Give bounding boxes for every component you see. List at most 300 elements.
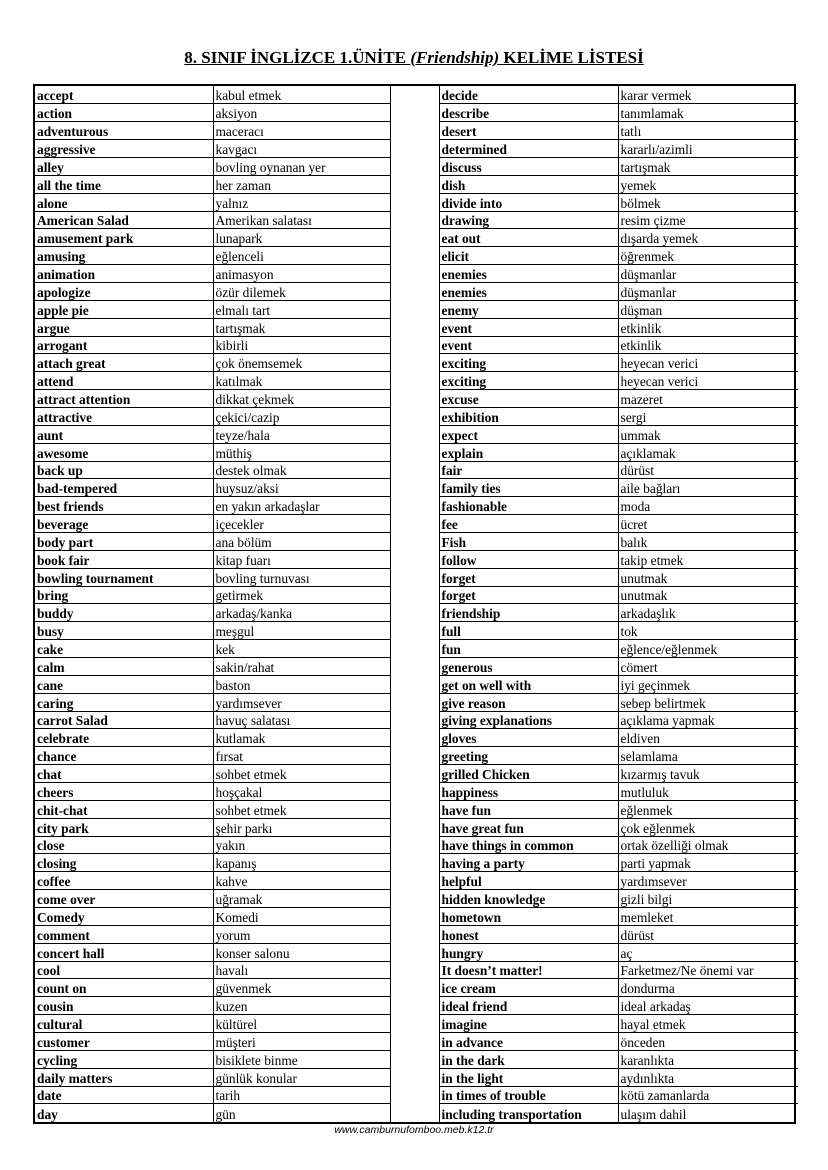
turkish-meaning: Amerikan salatası (213, 211, 390, 229)
turkish-meaning: açıklamak (618, 443, 798, 461)
english-word: alley (35, 157, 213, 175)
english-word: divide into (439, 193, 618, 211)
turkish-meaning: yakın (213, 836, 390, 854)
turkish-meaning: tartışmak (618, 157, 798, 175)
column-gap (390, 247, 439, 265)
english-word: attract attention (35, 390, 213, 408)
turkish-meaning: sergi (618, 407, 798, 425)
table-row (35, 157, 798, 175)
column-gap (390, 175, 439, 193)
english-word: amusement park (35, 229, 213, 247)
column-gap (390, 693, 439, 711)
english-word: enemy (439, 300, 618, 318)
english-word: arrogant (35, 336, 213, 354)
turkish-meaning: aç (618, 943, 798, 961)
english-word: calm (35, 658, 213, 676)
english-word: cousin (35, 997, 213, 1015)
turkish-meaning: sohbet etmek (213, 765, 390, 783)
table-row (35, 783, 798, 801)
table-row (35, 443, 798, 461)
english-word: day (35, 1104, 213, 1122)
english-word: aggressive (35, 140, 213, 158)
english-word: exciting (439, 354, 618, 372)
table-row (35, 282, 798, 300)
table-row (35, 586, 798, 604)
english-word: explain (439, 443, 618, 461)
table-row (35, 890, 798, 908)
turkish-meaning: dikkat çekmek (213, 390, 390, 408)
english-word: helpful (439, 872, 618, 890)
table-row (35, 836, 798, 854)
table-row (35, 104, 798, 122)
turkish-meaning: kahve (213, 872, 390, 890)
english-word: family ties (439, 479, 618, 497)
turkish-meaning: etkinlik (618, 318, 798, 336)
english-word: hungry (439, 943, 618, 961)
english-word: chat (35, 765, 213, 783)
turkish-meaning: kültürel (213, 1015, 390, 1033)
table-row (35, 622, 798, 640)
turkish-meaning: çok eğlenmek (618, 818, 798, 836)
turkish-meaning: öğrenmek (618, 247, 798, 265)
turkish-meaning: aydınlıkta (618, 1068, 798, 1086)
english-word: count on (35, 979, 213, 997)
english-word: greeting (439, 747, 618, 765)
turkish-meaning: düşmanlar (618, 265, 798, 283)
english-word: grilled Chicken (439, 765, 618, 783)
column-gap (390, 658, 439, 676)
turkish-meaning: eğlenceli (213, 247, 390, 265)
turkish-meaning: balık (618, 532, 798, 550)
column-gap (390, 604, 439, 622)
english-word: gloves (439, 729, 618, 747)
column-gap (390, 568, 439, 586)
english-word: body part (35, 532, 213, 550)
title-end: KELİME LİSTESİ (503, 48, 644, 67)
english-word: have great fun (439, 818, 618, 836)
column-gap (390, 497, 439, 515)
table-row (35, 86, 798, 104)
table-row (35, 765, 798, 783)
turkish-meaning: Farketmez/Ne önemi var (618, 961, 798, 979)
turkish-meaning: destek olmak (213, 461, 390, 479)
turkish-meaning: bisiklete binme (213, 1050, 390, 1068)
english-word: Comedy (35, 908, 213, 926)
english-word: apologize (35, 282, 213, 300)
turkish-meaning: kavgacı (213, 140, 390, 158)
table-row (35, 908, 798, 926)
english-word: close (35, 836, 213, 854)
english-word: fair (439, 461, 618, 479)
column-gap (390, 550, 439, 568)
english-word: generous (439, 658, 618, 676)
table-row (35, 336, 798, 354)
table-row (35, 532, 798, 550)
english-word: drawing (439, 211, 618, 229)
column-gap (390, 443, 439, 461)
turkish-meaning: dürüst (618, 925, 798, 943)
turkish-meaning: huysuz/aksi (213, 479, 390, 497)
turkish-meaning: önceden (618, 1033, 798, 1051)
turkish-meaning: günlük konular (213, 1068, 390, 1086)
english-word: eat out (439, 229, 618, 247)
turkish-meaning: memleket (618, 908, 798, 926)
title-main: 8. SINIF İNGLİZCE 1.ÜNİTE (184, 48, 407, 67)
turkish-meaning: animasyon (213, 265, 390, 283)
turkish-meaning: unutmak (618, 586, 798, 604)
english-word: hidden knowledge (439, 890, 618, 908)
footer-url: www.camburnufomboo.meb.k12.tr (334, 1124, 494, 1136)
turkish-meaning: bovling oynanan yer (213, 157, 390, 175)
column-gap (390, 282, 439, 300)
column-gap (390, 193, 439, 211)
table-row (35, 818, 798, 836)
english-word: action (35, 104, 213, 122)
table-row (35, 1015, 798, 1033)
english-word: fashionable (439, 497, 618, 515)
english-word: cultural (35, 1015, 213, 1033)
column-gap (390, 104, 439, 122)
table-row (35, 693, 798, 711)
turkish-meaning: Komedi (213, 908, 390, 926)
table-row (35, 229, 798, 247)
turkish-meaning: dürüst (618, 461, 798, 479)
english-word: cycling (35, 1050, 213, 1068)
turkish-meaning: parti yapmak (618, 854, 798, 872)
column-gap (390, 640, 439, 658)
turkish-meaning: katılmak (213, 372, 390, 390)
english-word: cane (35, 675, 213, 693)
english-word: expect (439, 425, 618, 443)
turkish-meaning: kararlı/azimli (618, 140, 798, 158)
english-word: bowling tournament (35, 568, 213, 586)
turkish-meaning: karanlıkta (618, 1050, 798, 1068)
turkish-meaning: tok (618, 622, 798, 640)
english-word: caring (35, 693, 213, 711)
turkish-meaning: kabul etmek (213, 86, 390, 104)
english-word: bring (35, 586, 213, 604)
turkish-meaning: açıklama yapmak (618, 711, 798, 729)
column-gap (390, 1086, 439, 1104)
turkish-meaning: teyze/hala (213, 425, 390, 443)
english-word: in the light (439, 1068, 618, 1086)
table-row (35, 354, 798, 372)
english-word: beverage (35, 515, 213, 533)
english-word: in times of trouble (439, 1086, 618, 1104)
table-row (35, 461, 798, 479)
english-word: event (439, 318, 618, 336)
english-word: having a party (439, 854, 618, 872)
column-gap (390, 479, 439, 497)
english-word: date (35, 1086, 213, 1104)
english-word: describe (439, 104, 618, 122)
english-word: determined (439, 140, 618, 158)
table-row (35, 1086, 798, 1104)
column-gap (390, 157, 439, 175)
column-gap (390, 1050, 439, 1068)
table-row (35, 515, 798, 533)
english-word: imagine (439, 1015, 618, 1033)
table-row (35, 640, 798, 658)
turkish-meaning: mazeret (618, 390, 798, 408)
english-word: chit-chat (35, 800, 213, 818)
table-row (35, 479, 798, 497)
column-gap (390, 622, 439, 640)
turkish-meaning: güvenmek (213, 979, 390, 997)
english-word: including transportation (439, 1104, 618, 1122)
turkish-meaning: kapanış (213, 854, 390, 872)
turkish-meaning: gizli bilgi (618, 890, 798, 908)
column-gap (390, 354, 439, 372)
table-row (35, 604, 798, 622)
english-word: hometown (439, 908, 618, 926)
column-gap (390, 390, 439, 408)
column-gap (390, 854, 439, 872)
table-row (35, 568, 798, 586)
turkish-meaning: tatlı (618, 122, 798, 140)
english-word: accept (35, 86, 213, 104)
table-row (35, 372, 798, 390)
english-word: elicit (439, 247, 618, 265)
turkish-meaning: kitap fuarı (213, 550, 390, 568)
column-gap (390, 265, 439, 283)
turkish-meaning: eğlenmek (618, 800, 798, 818)
column-gap (390, 818, 439, 836)
english-word: attend (35, 372, 213, 390)
turkish-meaning: tartışmak (213, 318, 390, 336)
turkish-meaning: meşgul (213, 622, 390, 640)
english-word: desert (439, 122, 618, 140)
english-word: adventurous (35, 122, 213, 140)
english-word: attach great (35, 354, 213, 372)
title-subtitle: (Friendship) (410, 48, 500, 67)
column-gap (390, 765, 439, 783)
turkish-meaning: havalı (213, 961, 390, 979)
table-row (35, 550, 798, 568)
english-word: customer (35, 1033, 213, 1051)
english-word: American Salad (35, 211, 213, 229)
english-word: follow (439, 550, 618, 568)
english-word: cheers (35, 783, 213, 801)
column-gap (390, 961, 439, 979)
column-gap (390, 211, 439, 229)
turkish-meaning: arkadaş/kanka (213, 604, 390, 622)
english-word: back up (35, 461, 213, 479)
english-word: carrot Salad (35, 711, 213, 729)
english-word: honest (439, 925, 618, 943)
english-word: chance (35, 747, 213, 765)
turkish-meaning: lunapark (213, 229, 390, 247)
table-row (35, 854, 798, 872)
turkish-meaning: müthiş (213, 443, 390, 461)
english-word: attractive (35, 407, 213, 425)
english-word: fee (439, 515, 618, 533)
turkish-meaning: kızarmış tavuk (618, 765, 798, 783)
english-word: cake (35, 640, 213, 658)
table-row (35, 300, 798, 318)
column-gap (390, 800, 439, 818)
english-word: give reason (439, 693, 618, 711)
english-word: get on well with (439, 675, 618, 693)
turkish-meaning: yemek (618, 175, 798, 193)
english-word: closing (35, 854, 213, 872)
column-gap (390, 586, 439, 604)
column-gap (390, 729, 439, 747)
turkish-meaning: ideal arkadaş (618, 997, 798, 1015)
column-gap (390, 943, 439, 961)
turkish-meaning: baston (213, 675, 390, 693)
english-word: bad-tempered (35, 479, 213, 497)
turkish-meaning: dışarda yemek (618, 229, 798, 247)
column-gap (390, 836, 439, 854)
english-word: decide (439, 86, 618, 104)
english-word: alone (35, 193, 213, 211)
table-row (35, 193, 798, 211)
column-gap (390, 425, 439, 443)
english-word: exhibition (439, 407, 618, 425)
turkish-meaning: ulaşım dahil (620, 1106, 687, 1122)
turkish-meaning: en yakın arkadaşlar (213, 497, 390, 515)
english-word: excuse (439, 390, 618, 408)
turkish-meaning: konser salonu (213, 943, 390, 961)
english-word: event (439, 336, 618, 354)
english-word: daily matters (35, 1068, 213, 1086)
table-row (35, 425, 798, 443)
english-word: It doesn’t matter! (439, 961, 618, 979)
column-gap (390, 783, 439, 801)
column-gap (390, 872, 439, 890)
column-gap (390, 300, 439, 318)
column-gap (390, 372, 439, 390)
column-gap (390, 1015, 439, 1033)
english-word: argue (35, 318, 213, 336)
english-word: have fun (439, 800, 618, 818)
turkish-meaning: bölmek (618, 193, 798, 211)
table-row (35, 943, 798, 961)
turkish-meaning: tanımlamak (618, 104, 798, 122)
turkish-meaning: elmalı tart (213, 300, 390, 318)
turkish-meaning: çok önemsemek (213, 354, 390, 372)
column-gap (390, 675, 439, 693)
column-gap (390, 461, 439, 479)
turkish-meaning: kuzen (213, 997, 390, 1015)
table-row (35, 318, 798, 336)
english-word: friendship (439, 604, 618, 622)
turkish-meaning: dondurma (618, 979, 798, 997)
table-row (35, 1050, 798, 1068)
table-row (35, 390, 798, 408)
english-word: celebrate (35, 729, 213, 747)
column-gap (390, 908, 439, 926)
table-row (35, 175, 798, 193)
english-word: city park (35, 818, 213, 836)
english-word: amusing (35, 247, 213, 265)
english-word: ideal friend (439, 997, 618, 1015)
turkish-meaning: eğlence/eğlenmek (618, 640, 798, 658)
table-row (35, 872, 798, 890)
table-row (35, 497, 798, 515)
turkish-meaning: sohbet etmek (213, 800, 390, 818)
english-word: best friends (35, 497, 213, 515)
turkish-meaning: cömert (618, 658, 798, 676)
column-gap (390, 1104, 439, 1122)
english-word: cool (35, 961, 213, 979)
column-gap (390, 318, 439, 336)
turkish-meaning: kek (213, 640, 390, 658)
turkish-meaning: bovling turnuvası (213, 568, 390, 586)
column-gap (390, 925, 439, 943)
column-gap (390, 407, 439, 425)
turkish-meaning: iyi geçinmek (618, 675, 798, 693)
turkish-meaning: yardımsever (618, 872, 798, 890)
table-row (35, 122, 798, 140)
english-word: buddy (35, 604, 213, 622)
column-gap (390, 122, 439, 140)
turkish-meaning: mutluluk (618, 783, 798, 801)
turkish-meaning: havuç salatası (213, 711, 390, 729)
column-gap (390, 229, 439, 247)
turkish-meaning: düşman (618, 300, 798, 318)
table-row (35, 1033, 798, 1051)
column-gap (390, 515, 439, 533)
english-word: concert hall (35, 943, 213, 961)
table-row (35, 1068, 798, 1086)
english-word: enemies (439, 265, 618, 283)
english-word: exciting (439, 372, 618, 390)
table-row (35, 407, 798, 425)
english-word: apple pie (35, 300, 213, 318)
english-word: dish (439, 175, 618, 193)
table-row (35, 658, 798, 676)
column-gap (390, 890, 439, 908)
turkish-meaning: ortak özelliği olmak (618, 836, 798, 854)
turkish-meaning: şehir parkı (213, 818, 390, 836)
turkish-meaning: moda (618, 497, 798, 515)
turkish-meaning: kibirli (213, 336, 390, 354)
english-word: giving explanations (439, 711, 618, 729)
turkish-meaning: düşmanlar (618, 282, 798, 300)
turkish-meaning: ücret (618, 515, 798, 533)
column-gap (390, 1033, 439, 1051)
turkish-meaning: resim çizme (618, 211, 798, 229)
english-word: come over (35, 890, 213, 908)
column-gap (390, 1068, 439, 1086)
column-gap (390, 336, 439, 354)
english-word: discuss (439, 157, 618, 175)
turkish-meaning: aksiyon (213, 104, 390, 122)
turkish-meaning: getirmek (213, 586, 390, 604)
column-gap (390, 711, 439, 729)
turkish-meaning: gün (213, 1104, 390, 1122)
table-row (35, 711, 798, 729)
table-row (35, 747, 798, 765)
english-word: forget (439, 586, 618, 604)
table-row (35, 961, 798, 979)
column-gap (390, 532, 439, 550)
turkish-meaning: tarih (213, 1086, 390, 1104)
column-gap (390, 997, 439, 1015)
table-row (35, 997, 798, 1015)
turkish-meaning: takip etmek (618, 550, 798, 568)
turkish-meaning: yardımsever (213, 693, 390, 711)
turkish-meaning: içecekler (213, 515, 390, 533)
turkish-meaning: hayal etmek (618, 1015, 798, 1033)
turkish-meaning: yalnız (213, 193, 390, 211)
vocabulary-table (33, 84, 796, 1124)
turkish-meaning: hoşçakal (213, 783, 390, 801)
turkish-meaning: çekici/cazip (213, 407, 390, 425)
table-row (35, 140, 798, 158)
